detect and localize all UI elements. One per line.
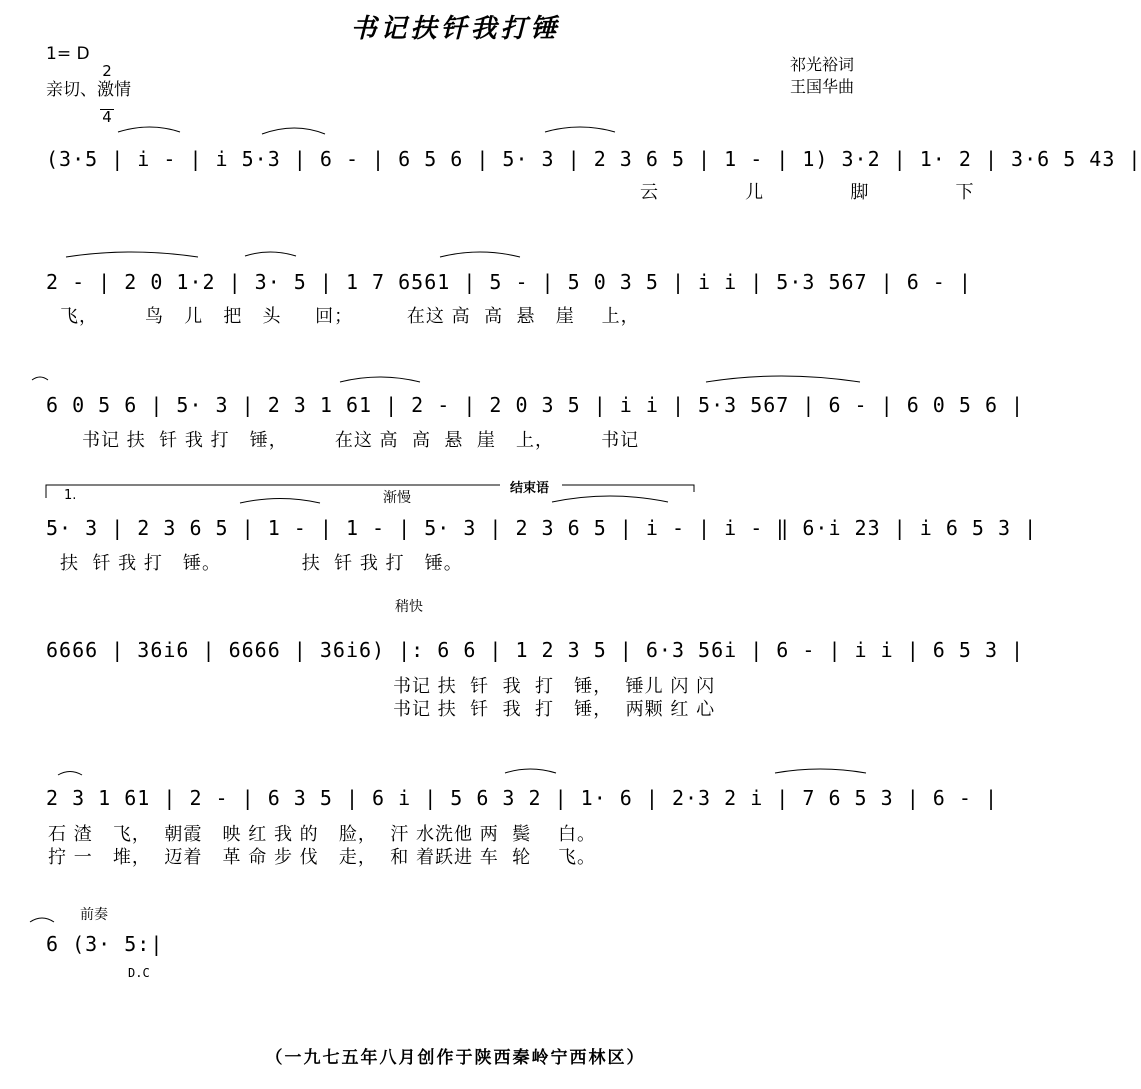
song-title: 书记扶钎我打锤 xyxy=(350,14,561,44)
score-line-6: 2 3 1 61 | 2 - | 6 3 5 | 6 i | 5 6 3 2 | 1· 6 | 2·3 2 i | 7 6 5 3 | 6 - | xyxy=(46,786,998,810)
score-line-4: 5· 3 | 2 3 6 5 | 1 - | 1 - | 5· 3 | 2 3 6 5 | i - | i - ‖ 6·i 23 | i 6 5 3 | xyxy=(46,516,1038,540)
slur-12 xyxy=(58,772,82,776)
composition-note: （一九七五年八月创作于陕西秦岭宁西林区） xyxy=(265,1048,646,1068)
lyrics-line-6b: 拧 一 堆， 迈着 革 命 步 伐 走， 和 着跃进 车 轮 飞。 xyxy=(48,847,597,868)
ritardando-label: 渐慢 xyxy=(383,490,411,506)
slur-10 xyxy=(240,499,320,504)
lyrics-line-5a: 书记 扶 钎 我 打 锤， 锤儿 闪 闪 xyxy=(393,676,716,697)
slur-14 xyxy=(775,769,866,773)
lyrics-line-6a: 石 渣 飞， 朝霞 映 红 我 的 脸， 汗 水洗他 两 鬓 白。 xyxy=(48,824,597,845)
score-line-1: (3·5 | i - | i 5·3 | 6 - | 6 5 6 | 5· 3 | 2 3 6 5 | 1 - | 1) 3·2 | 1· 2 | 3·6 5 43 | xyxy=(46,147,1141,171)
slur-4 xyxy=(66,252,198,257)
time-signature-top: 2 xyxy=(102,62,112,80)
time-signature-bottom: 4 xyxy=(100,109,114,125)
slur-11 xyxy=(552,496,668,502)
score-line-5: 6666 | 36i6 | 6666 | 36i6) |: 6 6 | 1 2 3 5 | 6·3 56i | 6 - | i i | 6 5 3 | xyxy=(46,638,1025,662)
slur-15 xyxy=(30,918,54,922)
score-line-7: 6 (3· 5:| xyxy=(46,932,164,956)
slur-1 xyxy=(118,127,180,132)
volta-bracket-1 xyxy=(46,485,372,498)
lyrics-line-2: 飞， 鸟 儿 把 头 回； 在这 高 高 悬 崖 上， xyxy=(60,306,640,327)
slur-5 xyxy=(245,252,296,256)
lyricist-credit: 祁光裕词 xyxy=(790,55,855,74)
key-signature: 1= D xyxy=(46,44,90,64)
slur-6 xyxy=(440,252,520,257)
da-capo-label: D.C xyxy=(128,966,150,980)
lyrics-line-3: 书记 扶 钎 我 打 锤， 在这 高 高 悬 崖 上， 书记 xyxy=(82,430,640,451)
slur-13 xyxy=(505,769,556,773)
score-line-2: 2 - | 2 0 1·2 | 3· 5 | 1 7 6561 | 5 - | 5 0 3 5 | i i | 5·3 567 | 6 - | xyxy=(46,270,972,294)
tempo-marking: 亲切、激情 xyxy=(46,80,131,100)
slur-8 xyxy=(340,377,420,382)
lyrics-line-1: 云 儿 脚 下 xyxy=(640,182,975,203)
ending-label: 结束语 xyxy=(510,481,550,496)
lyrics-line-5b: 书记 扶 钎 我 打 锤， 两颗 红 心 xyxy=(393,699,716,720)
volta-1-label: 1. xyxy=(64,488,77,503)
slur-7 xyxy=(32,377,48,380)
slur-3 xyxy=(545,127,615,132)
slur-2 xyxy=(262,128,325,134)
slur-9 xyxy=(706,376,860,382)
tempo-change-label: 稍快 xyxy=(395,599,423,615)
lyrics-line-4: 扶 钎 我 打 锤。 扶 钎 我 打 锤。 xyxy=(60,553,463,574)
score-line-3: 6 0 5 6 | 5· 3 | 2 3 1 61 | 2 - | 2 0 3 5 | i i | 5·3 567 | 6 - | 6 0 5 6 | xyxy=(46,393,1025,417)
prelude-label: 前奏 xyxy=(80,907,108,923)
composer-credit: 王国华曲 xyxy=(790,77,855,96)
